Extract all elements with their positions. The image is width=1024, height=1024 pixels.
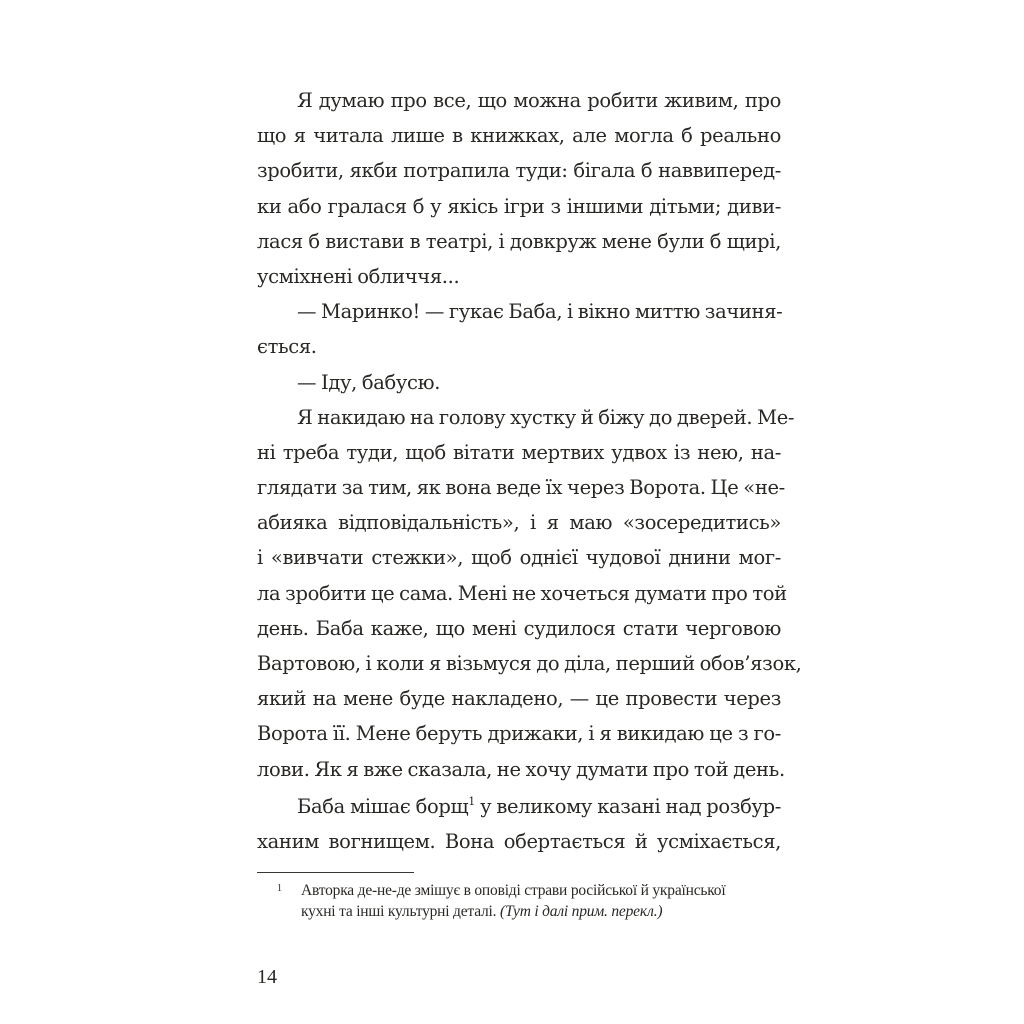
footnote-marker: 1 (277, 883, 282, 894)
footnote-text (301, 880, 783, 922)
text-line: ється. (257, 335, 317, 359)
dialogue-line: — Іду, бабусю. (297, 370, 441, 394)
text-line: Вартовою, і коли я візьмуся до діла, перший обов’язок, (257, 652, 802, 675)
text-line: лови. Як я вже сказала, не хочу думати про той день. (257, 757, 785, 781)
text-line: ла зробити це сама. Мені не хочеться думати про той (257, 581, 787, 605)
footnote-divider (257, 872, 414, 873)
footnote-text-plain: кухні та інші культурні деталі. (301, 903, 500, 920)
text-line: ні треба туди, щоб вітати мертвих удвох із нею, на- (257, 440, 781, 464)
text-line: глядати за тим, як вона веде їх через Ворота. Це «не- (257, 476, 785, 500)
footnote-line: Авторка де-не-де змішує в оповіді страви російської й української (301, 882, 726, 899)
text-line: Я накидаю на голову хустку й біжу до дверей. Ме- (297, 405, 795, 429)
text-line: абияка відповідальність», і я маю «зосередитись» (257, 511, 781, 535)
text-segment: Баба мішає борщ (297, 794, 469, 818)
text-line (257, 789, 781, 824)
text-line: зробити, якби потрапила туди: бігала б наввиперед- (257, 159, 781, 183)
text-line: день. Баба каже, що мені судилося стати черговою (257, 616, 781, 640)
text-line: лася б вистави в театрі, і довкруж мене були б щирі, (257, 229, 781, 253)
footnote-line (301, 901, 783, 922)
footnote-reference[interactable]: 1 (468, 794, 475, 808)
text-segment: у великому казані над розбур- (474, 794, 781, 818)
text-line: що я читала лише в книжках, але могла б реально (257, 124, 781, 148)
body-text (257, 83, 802, 859)
page-number: 14 (257, 966, 277, 988)
text-line: ки або гралася б у якісь ігри з іншими дітьми; диви- (257, 194, 781, 218)
dialogue-line: — Маринко! — гукає Баба, і вікно миттю зачиня- (297, 300, 783, 324)
text-line: Ворота її. Мене беруть дрижаки, і я викидаю це з го- (257, 722, 781, 746)
text-line: ханим вогнищем. Вона обертається й усміхається, (257, 829, 781, 853)
text-line: і «вивчати стежки», щоб однієї чудової днини мог- (257, 546, 781, 570)
translator-note: (Тут і далі прим. перекл.) (500, 903, 663, 920)
text-line: Я думаю про все, що можна робити живим, про (297, 89, 781, 112)
text-line: який на мене буде накладено, — це провести через (257, 687, 781, 711)
footnote (257, 880, 783, 922)
text-line: усміхнені обличчя... (257, 264, 460, 288)
